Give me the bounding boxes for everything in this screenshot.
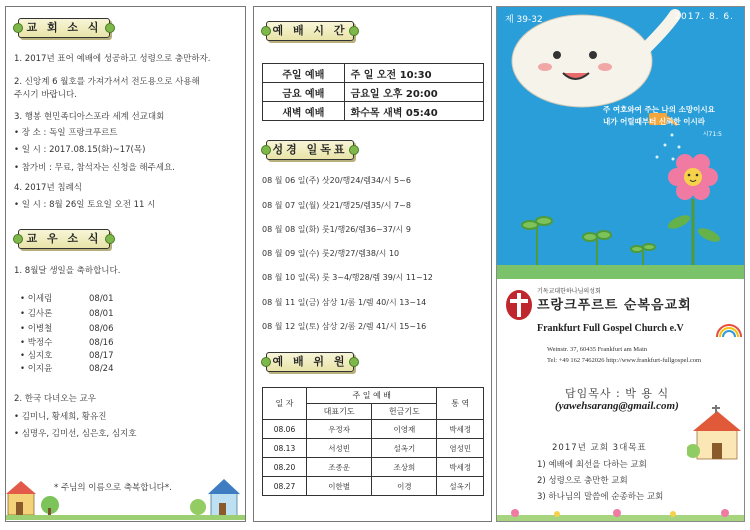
reading-row: 08 월 08 일(화) 룻1/행26/렘36~37/시 9 [262, 225, 411, 234]
church-name-english: Frankfurt Full Gospel Church e.V [537, 323, 684, 334]
list-item: • 이병철 [20, 324, 53, 334]
birthday-heading: 1. 8월달 생일을 축하합니다. [14, 266, 121, 276]
watering-can-illustration [497, 7, 745, 279]
cell-prayer: 이한별 [307, 477, 372, 496]
church-news-title: 교 회 소 식 [18, 18, 110, 38]
table-row [263, 102, 484, 121]
birthday-date: 08/01 [89, 294, 114, 304]
reading-row: 08 월 12 일(토) 삼상 2/롬 2/렘 41/시 15~16 [262, 322, 427, 331]
table-row [263, 458, 484, 477]
table-row [263, 477, 484, 496]
header-interpretation: 통 역 [437, 388, 484, 420]
cell-date: 08.13 [263, 439, 307, 458]
schedule-panel [253, 6, 492, 522]
birthday-date: 08/01 [89, 309, 114, 319]
cell-prayer: 서성빈 [307, 439, 372, 458]
news-line: • 일 시 : 2017.08.15(화)~17(목) [14, 145, 146, 155]
news-line: • 장 소 : 독일 프랑크푸르트 [14, 128, 118, 138]
service-name: 금요 예배 [263, 83, 345, 102]
cover-panel [496, 6, 745, 522]
cell-interp: 염성민 [437, 439, 484, 458]
church-building-illustration [687, 405, 745, 461]
church-logo-icon [505, 289, 533, 321]
village-illustration [6, 473, 245, 521]
reading-row: 08 월 09 일(수) 룻2/행27/렘38/시 10 [262, 249, 400, 258]
reading-row: 08 월 06 일(주) 삿20/행24/렘34/시 5~6 [262, 176, 411, 185]
pastor-email: (yawehsarang@gmail.com) [555, 400, 679, 412]
rainbow-icon [715, 321, 743, 339]
cell-date: 08.06 [263, 420, 307, 439]
table-row [263, 83, 484, 102]
bible-reading-title: 성경 일독표 [266, 140, 354, 160]
service-name: 새벽 예배 [263, 102, 345, 121]
list-item: • 심지호 [20, 351, 53, 361]
reading-row: 08 월 07 일(월) 삿21/행25/렘35/시 7~8 [262, 201, 411, 210]
issue-number: 제 39-32 [505, 15, 543, 25]
members-news-title: 교 우 소 식 [18, 229, 110, 249]
table-header-row [263, 388, 484, 404]
verse-line: 내가 어릴때부터 신뢰한 이시라 [603, 117, 706, 126]
cell-prayer: 조종운 [307, 458, 372, 477]
reading-row: 08 월 11 일(금) 삼상 1/롬 1/렘 40/시 13~14 [262, 298, 427, 307]
header-offering: 헌금기도 [372, 404, 437, 420]
header-date: 일 자 [263, 388, 307, 420]
cell-interp: 박세정 [437, 420, 484, 439]
service-name: 주일 예배 [263, 64, 345, 83]
verse-line: 주 여호와여 주는 나의 소망이시요 [603, 105, 715, 114]
list-item: • 이세림 [20, 294, 53, 304]
church-contact: Tel: +49 162 7462026 http://www.frankfurt-fullgospel.com [547, 357, 702, 364]
table-row [263, 420, 484, 439]
church-goals-title: 2017년 교회 3대목표 [552, 443, 647, 453]
cell-date: 08.20 [263, 458, 307, 477]
church-name: 프랑크푸르트 순복음교회 [537, 298, 692, 313]
list-item: • 심명우, 김미선, 심은호, 심지호 [14, 429, 137, 439]
cell-offering: 설옥기 [372, 439, 437, 458]
news-line: • 일 시 : 8월 26일 토요일 오전 11 시 [14, 200, 156, 210]
denomination-label: 기독교대한하나님의성회 [537, 288, 601, 295]
cell-interp: 박세정 [437, 458, 484, 477]
cell-offering: 이영재 [372, 420, 437, 439]
cover-illustration [497, 7, 745, 279]
news-line: 1. 2017년 표어 예배에 성공하고 성령으로 충만하자. [14, 54, 211, 64]
church-address: Weinstr. 37, 60435 Frankfurt am Main [547, 346, 648, 353]
table-row [263, 439, 484, 458]
header-sunday-service: 주 일 예 배 [307, 388, 437, 404]
committee-title: 예 배 위 원 [266, 352, 354, 372]
service-time: 화수목 새벽 05:40 [344, 102, 483, 121]
verse-reference: 시71:5 [702, 131, 722, 138]
birthday-date: 08/16 [89, 338, 114, 348]
blessing-text: * 주님의 이름으로 축복합니다*. [54, 483, 172, 493]
news-line: 3. 행봉 현민족디아스포라 세계 선교대회 [14, 112, 165, 122]
cell-interp: 설옥기 [437, 477, 484, 496]
travel-heading: 2. 한국 다녀오는 교우 [14, 394, 96, 404]
issue-date: 2017. 8. 6. [674, 12, 734, 22]
committee-table [262, 387, 484, 496]
news-line: 주시기 바랍니다. [14, 90, 77, 100]
list-item: • 김미니, 황세희, 황유진 [14, 412, 107, 422]
church-goal: 3) 하나님의 말씀에 순종하는 교회 [537, 492, 664, 502]
birthday-date: 08/06 [89, 324, 114, 334]
cell-offering: 이경 [372, 477, 437, 496]
scripture-verse [603, 104, 739, 128]
birthday-date: 08/17 [89, 351, 114, 361]
news-line: • 참가비 : 무료, 참석자는 신청을 해주세요. [14, 163, 175, 173]
cell-date: 08.27 [263, 477, 307, 496]
news-line: 4. 2017년 침례식 [14, 183, 82, 193]
worship-schedule-table [262, 63, 484, 121]
service-time: 금요일 오후 20:00 [344, 83, 483, 102]
news-line: 2. 신앙계 6 월호를 가져가셔서 전도용으로 사용해 [14, 77, 200, 87]
senior-pastor: 담임목사 : 박 용 식 [565, 387, 670, 400]
reading-row: 08 월 10 일(목) 룻 3~4/행28/렘 39/시 11~12 [262, 273, 433, 282]
cell-offering: 조상희 [372, 458, 437, 477]
list-item: • 이지윤 [20, 364, 53, 374]
church-goal: 2) 성령으로 충만한 교회 [537, 476, 628, 486]
header-prayer: 대표기도 [307, 404, 372, 420]
flower-border-illustration [497, 503, 745, 522]
news-panel [5, 6, 246, 522]
table-row [263, 64, 484, 83]
list-item: • 김사론 [20, 309, 53, 319]
worship-time-title: 예 배 시 간 [266, 21, 354, 41]
church-goal: 1) 예배에 최선을 다하는 교회 [537, 460, 647, 470]
service-time: 주 일 오전 10:30 [344, 64, 483, 83]
birthday-date: 08/24 [89, 364, 114, 374]
list-item: • 박정수 [20, 338, 53, 348]
cell-prayer: 우정자 [307, 420, 372, 439]
